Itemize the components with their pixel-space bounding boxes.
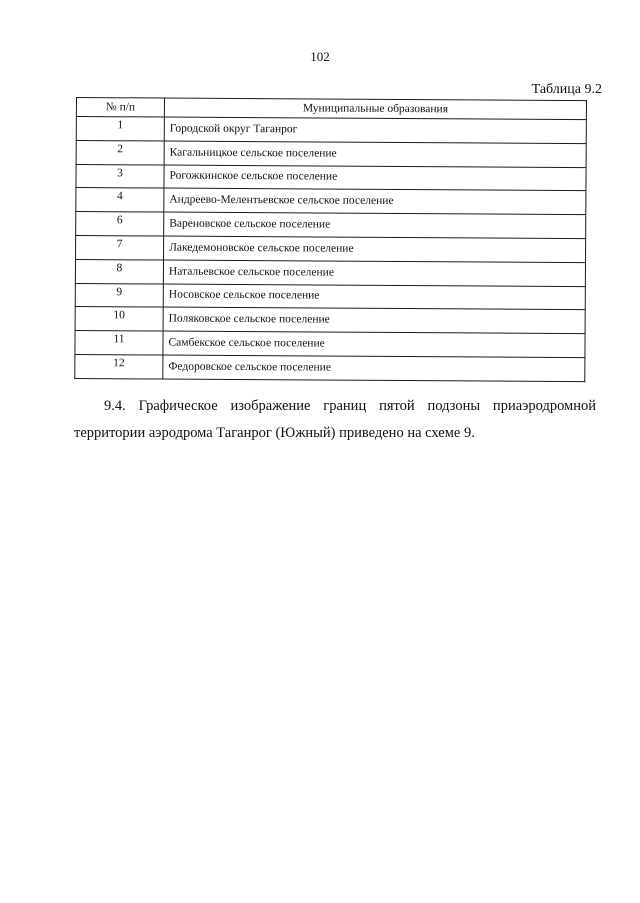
row-name: Городской округ Таганрог	[164, 117, 586, 143]
row-num: 11	[75, 331, 163, 355]
table-row	[76, 164, 586, 191]
header-name: Муниципальные образования	[164, 98, 586, 120]
row-name: Лакедемоновское сельское поселение	[164, 236, 586, 262]
row-num: 3	[76, 164, 164, 188]
row-num: 9	[75, 283, 163, 307]
row-num: 4	[76, 188, 164, 212]
table-row	[76, 212, 586, 239]
row-num: 6	[76, 212, 164, 236]
row-name: Носовское сельское поселение	[163, 284, 585, 310]
row-num: 7	[76, 235, 164, 259]
header-num: № п/п	[76, 98, 164, 118]
row-name: Вареновское сельское поселение	[164, 212, 586, 238]
page-number: 102	[310, 49, 330, 64]
row-num: 12	[75, 354, 163, 378]
table-row	[76, 188, 586, 215]
row-num: 1	[76, 117, 164, 141]
row-name: Натальевское сельское поселение	[163, 260, 585, 286]
table-row	[75, 259, 585, 286]
table-row	[75, 331, 585, 358]
row-name: Рогожкинское сельское поселение	[164, 165, 586, 191]
body-paragraph: 9.4. Графическое изображение границ пятой подзоны приаэродромной территории аэродрома Таганрог (Южный) приведено на схеме 9.	[74, 397, 596, 441]
table-row	[75, 307, 585, 334]
row-name: Поляковское сельское поселение	[163, 307, 585, 333]
table-row	[75, 283, 585, 310]
row-num: 8	[75, 259, 163, 283]
table-row	[76, 235, 586, 262]
row-name: Самбекское сельское поселение	[163, 331, 585, 357]
table-label: Таблица 9.2	[531, 82, 602, 97]
municipalities-table	[74, 97, 587, 382]
table-row	[75, 354, 585, 381]
row-name: Федоровское сельское поселение	[163, 355, 585, 381]
row-num: 2	[76, 140, 164, 164]
row-num: 10	[75, 307, 163, 331]
row-name: Кагальницкое сельское поселение	[164, 141, 586, 167]
table-row	[76, 140, 586, 167]
row-name: Андреево-Мелентьевское сельское поселение	[164, 188, 586, 214]
table-row	[76, 117, 586, 144]
